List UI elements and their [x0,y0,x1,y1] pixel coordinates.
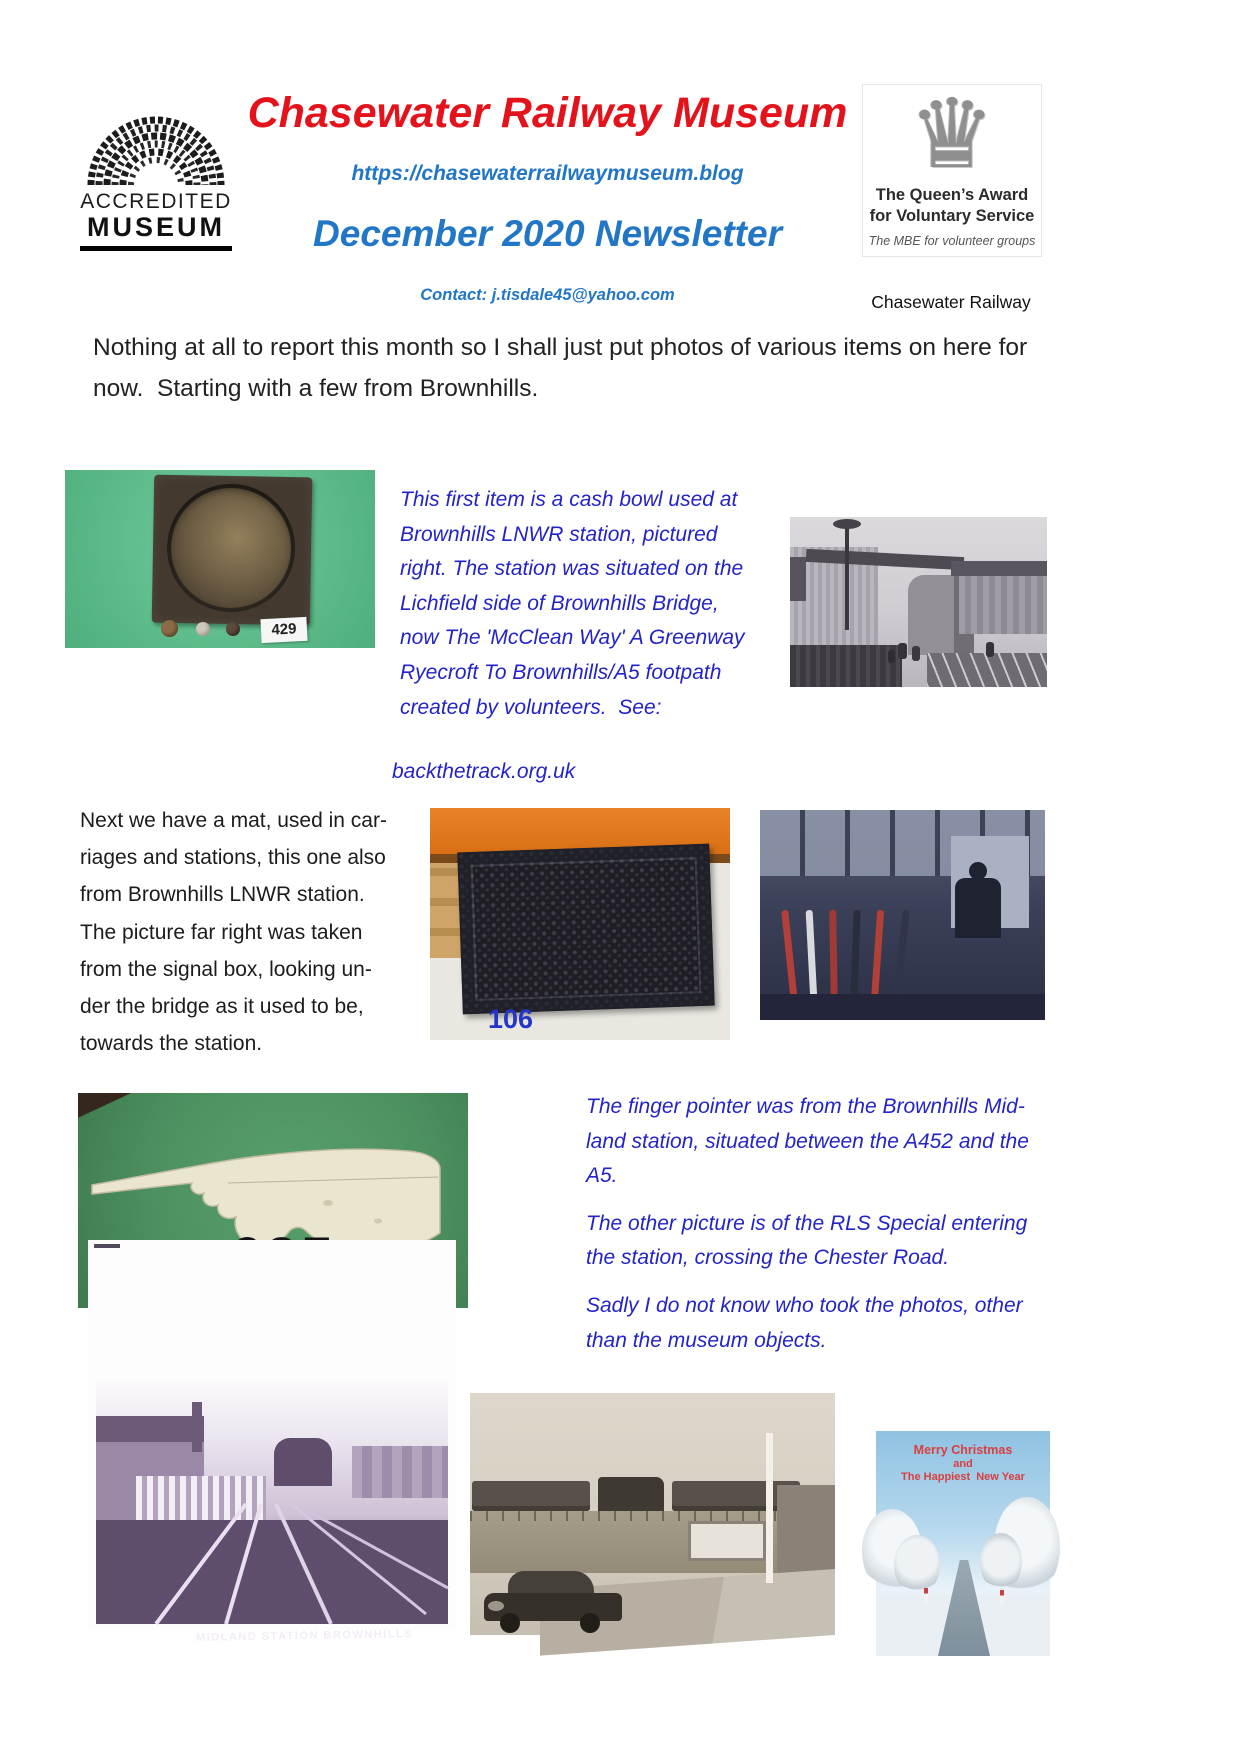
museum-arch-icon [80,95,232,185]
christmas-card-photo [876,1431,1050,1656]
rail-tracks-shape [927,653,1047,687]
train-shape [274,1438,332,1486]
greeting-line: Merry Christmas [913,1443,1013,1457]
caption-line: right. The station was situated on the [400,557,744,581]
coin-icon [161,620,178,637]
museum-label: MUSEUM [87,212,225,242]
coin-icon [226,622,240,636]
brownhills-station-photo [790,517,1047,687]
rail-tracks-shape [96,1504,448,1624]
mat-object [457,844,715,1015]
frosty-tree-shape [980,1533,1022,1591]
caption-line: The other picture is of the RLS Special entering [586,1211,1028,1235]
locomotive-shape [598,1477,664,1511]
museum-number-label: 106 [488,1004,534,1034]
vintage-car-shape [484,1571,622,1633]
page-title: Chasewater Railway Museum [247,89,848,137]
figure-shape [888,650,895,663]
website-link[interactable]: https://chasewaterrailwaymuseum.blog [351,162,744,185]
signal-lever-shape [850,910,860,1002]
figure-shape [912,646,920,661]
intro-line: now. Starting with a few from Brownhills. [93,375,539,402]
backthetrack-link[interactable]: backthetrack.org.uk [392,760,576,783]
scene-shape [192,1402,202,1452]
caption-line: now The 'McClean Way' A Greenway [400,626,745,650]
caption-line: than the museum objects. [586,1328,827,1352]
figure-shape [986,642,994,657]
body-line: Next we have a mat, used in car- [80,809,387,832]
midland-station-photo [88,1240,456,1644]
caption-paragraph [586,1289,1056,1358]
scene-shape [790,645,902,687]
signal-lever-shape [893,910,910,1002]
queens-award-line1: The Queen’s Award [875,186,1029,204]
caption-line: the station, crossing the Chester Road. [586,1246,950,1270]
christmas-greeting [876,1443,1050,1484]
scan-gap-artifact [766,1433,773,1583]
lamp-post-icon [845,525,849,630]
barrier-post-icon [1000,1590,1004,1606]
finger-pointer-caption [586,1090,1056,1358]
scene-shape [833,519,861,529]
logo-underline [80,246,232,251]
frosty-tree-shape [894,1535,940,1595]
scene-shape [96,1380,448,1644]
accredited-label: ACCREDITED [80,190,232,213]
contact-email: Contact: j.tisdale45@yahoo.com [420,286,675,304]
carriage-shape [472,1481,590,1511]
cash-bowl-photo [65,470,375,648]
queens-award-subtitle: The MBE for volunteer groups [868,234,1036,248]
coin-icon [196,622,210,636]
signal-box-photo [760,810,1045,1020]
headlamp-icon [488,1601,504,1611]
body-line: from Brownhills LNWR station. [80,883,365,907]
caption-paragraph [586,1207,1056,1276]
caption-line: created by volunteers. See: [400,695,662,719]
bridge-shape [777,1485,835,1581]
scene-shape [951,561,1047,576]
accredited-museum-logo [80,95,232,251]
scene-shape [94,1244,120,1248]
caption-line: land station, situated between the A452 and the [586,1129,1029,1153]
queens-crown-icon: ♛ [908,81,996,188]
figure-shape [898,643,907,659]
caption-line: Sadly I do not know who took the photos, other [586,1293,1023,1317]
signal-lever-shape [871,910,884,1002]
body-line: The picture far right was taken [80,920,363,944]
queens-award-badge [862,81,1042,257]
caption-paragraph [586,1090,1056,1194]
queens-award-caption: Chasewater Railway [871,292,1031,312]
intro-paragraph [93,327,1053,409]
body-line: from the signal box, looking un- [80,957,372,981]
greeting-line: The Happiest New Year [901,1471,1025,1483]
signal-lever-shape [781,910,798,1002]
scene-shape [352,1446,448,1498]
caption-line: Ryecroft To Brownhills/A5 footpath [400,660,722,684]
barrier-post-icon [924,1588,928,1604]
caption-line: The finger pointer was from the Brownhills Mid- [586,1095,1025,1118]
photo-caption: MIDLAND STATION BROWNHILLS [195,1628,414,1644]
scene-shape [760,994,1045,1020]
mat-paragraph [80,802,410,1062]
cash-bowl-caption [400,483,745,725]
signal-lever-shape [806,910,818,1002]
newsletter-title: December 2020 Newsletter [313,213,782,254]
greeting-line: and [953,1458,973,1470]
caption-line: Lichfield side of Brownhills Bridge, [400,591,719,615]
signalman-figure [955,878,1001,938]
caption-line: A5. [586,1164,618,1188]
museum-number-label: 429 [260,617,307,643]
body-line: riages and stations, this one also [80,846,386,870]
intro-line: Nothing at all to report this month so I shall just put photos of various items on here for [93,334,1028,361]
caption-line: Brownhills LNWR station, pictured [400,522,718,546]
carriage-mat-photo [430,808,730,1040]
scene-shape [790,557,806,601]
wheel-icon [500,1613,520,1633]
body-line: towards the station. [80,1032,263,1056]
wheel-icon [580,1613,600,1633]
scene-shape [959,576,1047,634]
cash-bowl-object [152,475,313,626]
billboard-shape [688,1521,766,1561]
body-line: der the bridge as it used to be, [80,995,364,1019]
signal-lever-shape [829,910,838,1002]
scene-shape [166,483,296,613]
chester-road-photo [470,1393,835,1635]
queens-award-line2: for Voluntary Service [869,207,1035,225]
caption-line: This first item is a cash bowl used at [400,488,738,511]
